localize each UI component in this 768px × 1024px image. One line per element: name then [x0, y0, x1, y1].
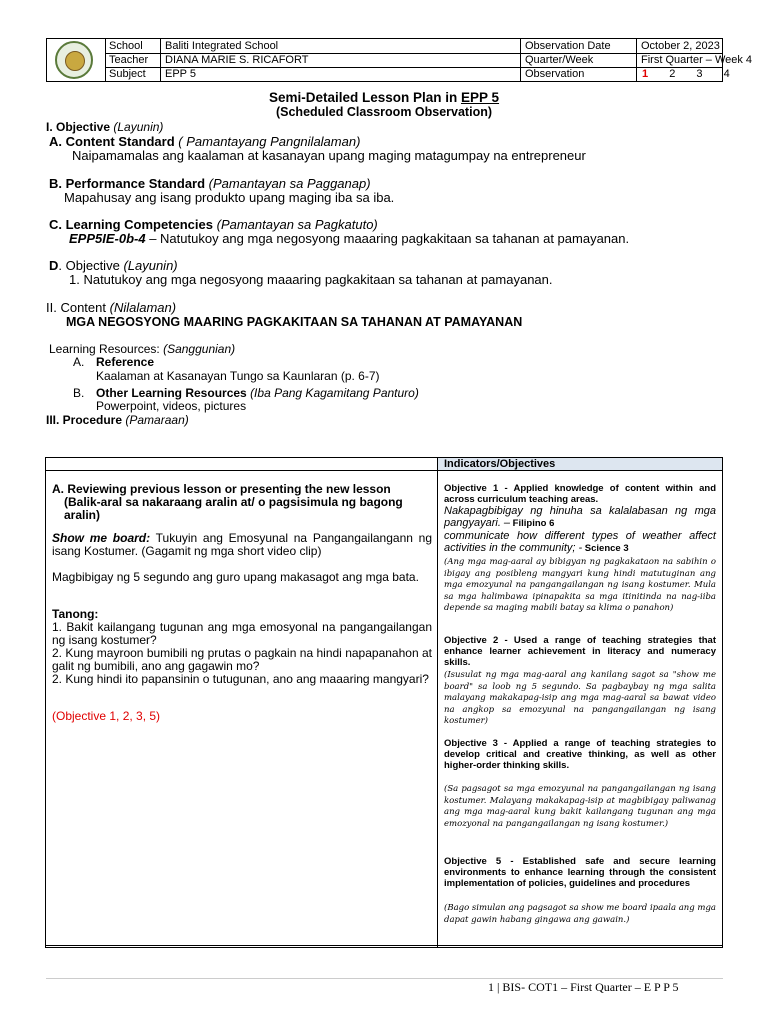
header-row-subject	[105, 67, 730, 81]
procedure-heading-text: III. Procedure	[46, 413, 123, 427]
objective-3-note-text: (Sa pagsagot sa mga emozyunal na pangangailangan ng isang kostumer. Malayang makakapag-isip at magbibigay paliwanag ang mga mag-aaral kung bakit kailangang tugunan ang mga emozyonal na pangangailangan ng isang kostumer.)	[444, 784, 716, 829]
content-standard-heading	[49, 134, 360, 149]
content-heading	[46, 300, 176, 315]
objective-1-filipino	[444, 505, 716, 529]
quarter-label: Quarter/Week	[521, 53, 637, 67]
subject-label: Subject	[105, 67, 161, 81]
objective-3-heading: Objective 3 - Applied a range of teaching strategies to develop critical and creative thinking, as well as other higher-order thinking skills.	[444, 738, 716, 771]
objective-3-note	[444, 783, 716, 829]
resources-label: Learning Resources:	[49, 342, 160, 356]
procedure-heading	[46, 413, 189, 427]
school-label: School	[105, 39, 161, 53]
performance-standard-sub: (Pamantayan sa Pagganap)	[208, 176, 371, 191]
title-subject: EPP 5	[461, 90, 500, 105]
objective-1-science-text: communicate how different types of weather affect activities in the community; -	[444, 530, 716, 554]
show-board-description: Tukuyin ang Emosyunal na Pangangailangann ng isang Kostumer. (Gagamit ng mga short video clip)	[52, 531, 432, 558]
competencies-code: EPP5IE-0b-4	[69, 231, 146, 246]
objective-d-heading	[49, 258, 178, 273]
school-seal-icon	[55, 41, 93, 79]
content-heading-sub: (Nilalaman)	[109, 300, 177, 315]
reference-b-letter: B.	[73, 386, 85, 400]
content-title: MGA NEGOSYONG MAARING PAGKAKITAAN SA TAHANAN AT PAMAYANAN	[66, 315, 523, 329]
objective-d-letter: D	[49, 258, 59, 273]
objective-1-note-text: (Ang mga mag-aaral ay bibigyan ng pagkakataon na sabihin o ibigay ang posibleng mangyari kung hindi matutuginan ang mga emozyunal na pangangailangan ng isang kostumer. Mula sa mga halimbawa ipinapakita sa mga itinitinda na nag-iiba depende sa maging mabili batay sa klima o panahon)	[444, 557, 716, 613]
objective-heading	[46, 120, 163, 134]
objective-1-filipino-tag: Filipino 6	[510, 518, 555, 529]
objective-heading-sub: (Layunin)	[113, 120, 164, 134]
objective-2-note	[444, 669, 716, 727]
observation-number-1: 1	[642, 68, 649, 80]
instruction-text: Magbibigay ng 5 segundo ang guro upang makasagot ang mga bata.	[52, 570, 419, 584]
page-subtitle: (Scheduled Classroom Observation)	[275, 105, 493, 119]
obs-date-value: October 2, 2023	[641, 40, 720, 52]
header-row-teacher	[105, 53, 753, 68]
content-heading-text: II. Content	[46, 300, 106, 315]
page-footer: 1 | BIS- COT1 – First Quarter – E P P 5	[488, 980, 679, 994]
competencies-text	[69, 231, 629, 246]
resources-heading	[49, 342, 235, 356]
teacher-label: Teacher	[105, 53, 161, 67]
observation-number-2: 2	[669, 68, 676, 80]
teacher-value: DIANA MARIE S. RICAFORT	[161, 53, 521, 67]
objective-1-filipino-text: Nakapagbibigay ng hinuha sa kalalabasan ng mga pangyayari. –	[444, 505, 716, 529]
header-table	[46, 38, 753, 82]
reference-a-letter: A.	[73, 355, 85, 369]
objective-1-science	[444, 530, 716, 554]
question-2: 2. Kung mayroon bumibili ng prutas o pagkain na hindi napapanahon at galit ng bumibili, ano ang gagawin mo?	[52, 646, 432, 673]
reference-label: Reference	[96, 355, 155, 369]
other-resources-label: Other Learning Resources	[96, 386, 247, 400]
objective-2-note-text: (Isusulat ng mga mag-aaral ang kanilang sagot sa "show me board" sa loob ng 5 segundo. Sa pagbaybay ng mga salita malayang makakapag-isip ang mga mag-aaral sa bawat video na angkop sa emozyunal na pangangailangan ng isang kostumer)	[444, 670, 716, 726]
content-standard-text: Naipamamalas ang kaalaman at kasanayan upang maging matagumpay na entrepreneur	[72, 148, 586, 163]
observation-label: Observation	[521, 67, 637, 81]
indicators-header: Indicators/Objectives	[438, 458, 722, 470]
table-header-line	[46, 470, 722, 471]
show-board-label: Show me board:	[52, 531, 151, 545]
performance-standard-label: B. Performance Standard	[49, 176, 206, 191]
objective-2-heading: Objective 2 - Used a range of teaching strategies that enhance learner achievement in literacy and numeracy skills.	[444, 635, 716, 668]
procedure-heading-sub: (Pamaraan)	[125, 413, 189, 427]
competencies-description: – Natutukoy ang mga negosyong maaaring pagkakitaan sa tahanan at pamayanan.	[145, 231, 630, 246]
content-standard-sub: ( Pamantayang Pangnilalaman)	[178, 134, 361, 149]
school-value: Baliti Integrated School	[161, 39, 521, 53]
subject-value: EPP 5	[161, 67, 521, 81]
objective-d-sub: (Layunin)	[123, 258, 178, 273]
logo-cell	[47, 39, 106, 81]
question-3: 2. Kung hindi ito papansinin o tutugunan, ano ang maaaring mangyari?	[52, 672, 429, 686]
observation-numbers	[637, 67, 730, 81]
competencies-sub: (Pamantayan sa Pagkatuto)	[216, 217, 378, 232]
objective-1-science-tag: Science 3	[582, 543, 629, 554]
performance-standard-heading	[49, 176, 371, 191]
resources-sub: (Sanggunian)	[163, 342, 236, 356]
footer-divider	[46, 978, 723, 979]
objective-5-heading: Objective 5 - Established safe and secure learning environments to enhance learning through the consistent implementation of policies, guidelines and procedures	[444, 856, 716, 889]
objective-1-heading: Objective 1 - Applied knowledge of content within and across curriculum teaching areas.	[444, 483, 716, 505]
objective-d-label: . Objective	[58, 258, 120, 273]
review-heading: A. Reviewing previous lesson or presenting the new lesson	[52, 482, 391, 496]
objective-5-note-text: (Bago simulan ang pagsagot sa show me board ipaala ang mga dapat gawin habang gingawa ang gawain.)	[444, 903, 716, 925]
review-subheading: (Balik-aral sa nakaraang aralin at/ o pagsisimula ng bagong aralin)	[64, 495, 403, 522]
objective-heading-text: I. Objective	[46, 120, 111, 134]
competencies-label: C. Learning Competencies	[49, 217, 213, 232]
content-standard-label: A. Content Standard	[49, 134, 175, 149]
quarter-value: First Quarter – Week 4	[641, 54, 753, 66]
question-1: 1. Bakit kailangang tugunan ang mga emosyonal na pangangailangan ng isang kostumer?	[52, 620, 432, 647]
reference-text: Kaalaman at Kasanayan Tungo sa Kaunlaran (p. 6-7)	[96, 369, 380, 383]
competencies-heading	[49, 217, 378, 232]
observation-number-3: 3	[696, 68, 703, 80]
obs-date-label: Observation Date	[521, 39, 637, 53]
procedure-table	[45, 457, 723, 948]
objective-1-note	[444, 556, 716, 614]
objective-5-note	[444, 902, 716, 925]
page-title	[0, 90, 768, 105]
header-row-school	[105, 39, 722, 54]
objectives-note: (Objective 1, 2, 3, 5)	[52, 709, 161, 723]
show-board-text	[52, 532, 432, 558]
observation-number-4: 4	[723, 68, 730, 80]
tanong-label: Tanong:	[52, 607, 99, 621]
other-resources-text: Powerpoint, videos, pictures	[96, 399, 247, 413]
performance-standard-text: Mapahusay ang isang produkto upang maging iba sa iba.	[64, 190, 395, 205]
objective-d-text: 1. Natutukoy ang mga negosyong maaaring pagkakitaan sa tahanan at pamayanan.	[69, 272, 553, 287]
title-prefix: Semi-Detailed Lesson Plan in	[268, 90, 462, 105]
table-bottom-line	[46, 945, 722, 946]
other-resources-heading	[96, 386, 419, 400]
other-resources-sub: (Iba Pang Kagamitang Panturo)	[250, 386, 419, 400]
table-divider	[437, 458, 438, 947]
